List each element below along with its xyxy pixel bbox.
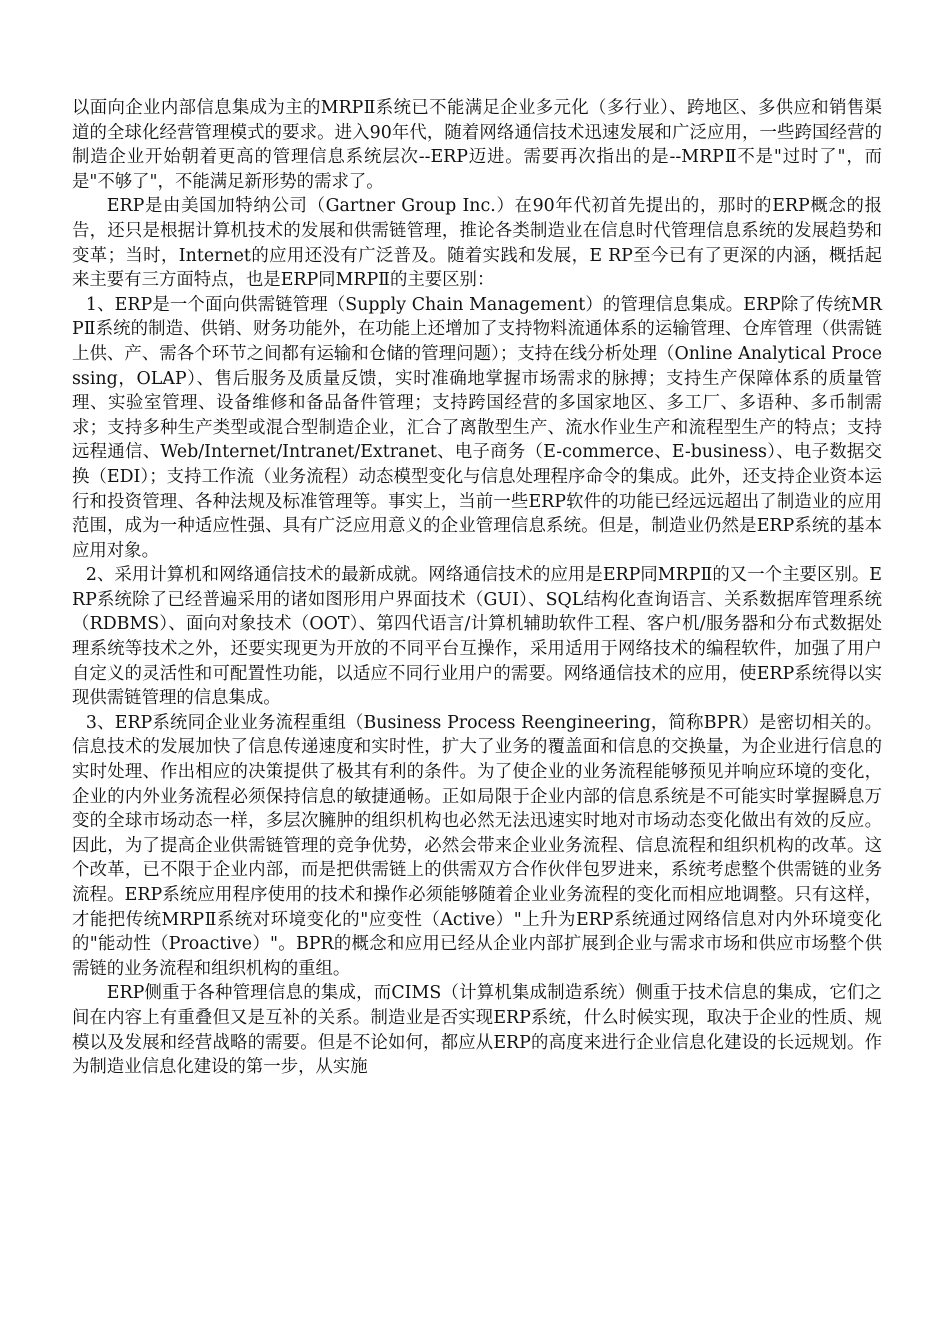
paragraph-feature-bpr: 3、ERP系统同企业业务流程重组（Business Process Reengineering，简称BPR）是密切相关的。信息技术的发展加快了信息传递速度和实时性，扩大了业务的覆盖面和信息的交换量，为企业进行信息的实时处理、作出相应的决策提供了极其有利的条件。为了使企业的业务流程能够预见并响应环境的变化，企业的内外业务流程必须保持信息的敏捷通畅。正如局限于企业内部的信息系统是不可能实时掌握瞬息万变的全球市场动态一样，多层次臃肿的组织机构也必然无法迅速实时地对市场动态变化做出有效的反应。因此，为了提高企业供需链管理的竞争优势，必然会带来企业业务流程、信息流程和组织机构的改革。这个改革，已不限于企业内部，而是把供需链上的供需双方合作伙伴包罗进来，系统考虑整个供需链的业务流程。ERP系统应用程序使用的技术和操作必须能够随着企业业务流程的变化而相应地调整。只有这样，才能把传统MRPⅡ系统对环境变化的"应变性（Active）"上升为ERP系统通过网络信息对内外环境变化的"能动性（Proactive）"。BPR的概念和应用已经从企业内部扩展到企业与需求市场和供应市场整个供需链的业务流程和组织机构的重组。 — [72, 712, 882, 979]
paragraph-feature-supply-chain: 1、ERP是一个面向供需链管理（Supply Chain Management）的管理信息集成。ERP除了传统MRPⅡ系统的制造、供销、财务功能外，在功能上还增加了支持物料流通体系的运输管理、仓库管理（供需链上供、产、需各个环节之间都有运输和仓储的管理问题）；支持在线分析处理（Online Analytical Processing，OLAP）、售后服务及质量反馈，实时准确地掌握市场需求的脉搏；支持生产保障体系的质量管理、实验室管理、设备维修和备品备件管理；支持跨国经营的多国家地区、多工厂、多语种、多币制需求；支持多种生产类型或混合型制造企业，汇合了离散型生产、流水作业生产和流程型生产的特点；支持远程通信、Web/Internet/Intranet/Extranet、电子商务（E-commerce、E-business）、电子数据交换（EDI）；支持工作流（业务流程）动态模型变化与信息处理程序命令的集成。此外，还支持企业资本运行和投资管理、各种法规及标准管理等。事实上，当前一些ERP软件的功能已经远远超出了制造业的应用范围，成为一种适应性强、具有广泛应用意义的企业管理信息系统。但是，制造业仍然是ERP系统的基本应用对象。 — [72, 294, 882, 561]
paragraph-erp-vs-cims: ERP侧重于各种管理信息的集成，而CIMS（计算机集成制造系统）侧重于技术信息的集成，它们之间在内容上有重叠但又是互补的关系。制造业是否实现ERP系统，什么时候实现，取决于企业的性质、规模以及发展和经营战略的需要。但是不论如何，都应从ERP的高度来进行企业信息化建设的长远规划。作为制造业信息化建设的第一步，从实施 — [72, 983, 882, 1078]
document-body — [72, 96, 882, 1080]
paragraph-erp-origin: ERP是由美国加特纳公司（Gartner Group Inc.）在90年代初首先提出的，那时的ERP概念的报告，还只是根据计算机技术的发展和供需链管理，推论各类制造业在信息时代管理信息系统的发展趋势和变革；当时，Internet的应用还没有广泛普及。随着实践和发展，E RP至今已有了更深的内涵，概括起来主要有三方面特点，也是ERP同MRPⅡ的主要区别： — [72, 196, 882, 291]
paragraph-feature-network-tech: 2、采用计算机和网络通信技术的最新成就。网络通信技术的应用是ERP同MRPⅡ的又一个主要区别。ERP系统除了已经普遍采用的诸如图形用户界面技术（GUI）、SQL结构化查询语言、关系数据库管理系统（RDBMS）、面向对象技术（OOT）、第四代语言/计算机辅助软件工程、客户机/服务器和分布式数据处理系统等技术之外，还要实现更为开放的不同平台互操作，采用适用于网络技术的编程软件，加强了用户自定义的灵活性和可配置性功能，以适应不同行业用户的需要。网络通信技术的应用，使ERP系统得以实现供需链管理的信息集成。 — [72, 565, 882, 709]
paragraph-mrp-limitations: 以面向企业内部信息集成为主的MRPⅡ系统已不能满足企业多元化（多行业）、跨地区、多供应和销售渠道的全球化经营管理模式的要求。进入90年代，随着网络通信技术迅速发展和广泛应用，一些跨国经营的制造企业开始朝着更高的管理信息系统层次--ERP迈进。需要再次指出的是--MRPⅡ不是"过时了"，而是"不够了"，不能满足新形势的需求了。 — [72, 98, 882, 192]
